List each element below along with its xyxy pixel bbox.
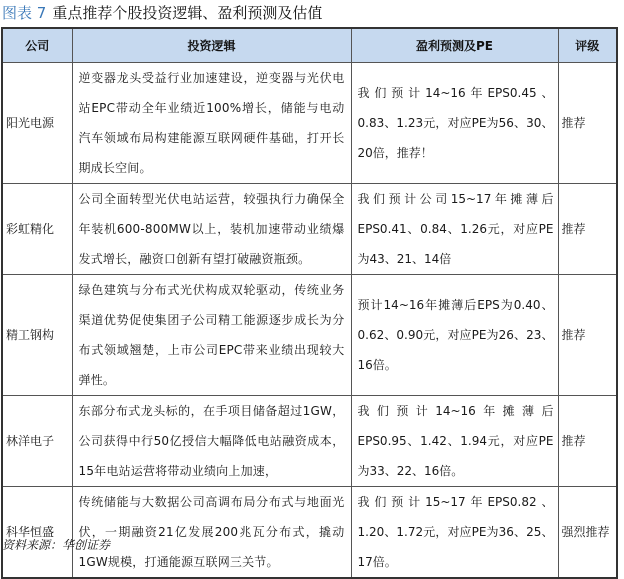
table-row — [2, 184, 617, 275]
logic-cell: 公司全面转型光伏电站运营，较强执行力确保全年装机600-800MW以上，装机加速带动业绩爆发式增长，融资口创新有望打破融资瓶颈。 — [72, 184, 351, 275]
forecast-cell: 预计14~16年摊薄后EPS为0.40、0.62、0.90元，对应PE为26、23、16倍。 — [351, 275, 558, 396]
figure-title — [2, 3, 322, 23]
table-row — [2, 396, 617, 487]
table-row — [2, 275, 617, 396]
company-cell: 阳光电源 — [2, 63, 72, 184]
logic-cell: 绿色建筑与分布式光伏构成双轮驱动，传统业务渠道优势促使集团子公司精工能源逐步成长为分布式领域翘楚，上市公司EPC带来业绩出现较大弹性。 — [72, 275, 351, 396]
header-row — [2, 28, 617, 63]
rating-cell: 推荐 — [558, 184, 617, 275]
logic-cell: 传统储能与大数据公司高调布局分布式与地面光伏，一期融资21亿发展200兆瓦分布式，撬动1GW规模，打通能源互联网三关节。 — [72, 487, 351, 579]
stock-recommendation-table — [1, 27, 618, 579]
company-cell: 精工钢构 — [2, 275, 72, 396]
figure-caption: 重点推荐个股投资逻辑、盈利预测及估值 — [52, 4, 323, 22]
forecast-cell: 我们预计15~17年EPS0.82、1.20、1.72元，对应PE为36、25、17倍。 — [351, 487, 558, 579]
forecast-cell: 我们预计14~16年EPS0.45、0.83、1.23元，对应PE为56、30、20倍，推荐！ — [351, 63, 558, 184]
company-cell: 林洋电子 — [2, 396, 72, 487]
logic-cell: 东部分布式龙头标的，在手项目储备超过1GW，公司获得中行50亿授信大幅降低电站融资成本，15年电站运营将带动业绩向上加速， — [72, 396, 351, 487]
header-logic: 投资逻辑 — [72, 28, 351, 63]
rating-cell: 推荐 — [558, 275, 617, 396]
company-cell: 科华恒盛 — [2, 487, 72, 579]
logic-cell: 逆变器龙头受益行业加速建设，逆变器与光伏电站EPC带动全年业绩近100%增长，储能与电动汽车领域布局构建能源互联网硬件基础，打开长期成长空间。 — [72, 63, 351, 184]
rating-cell: 推荐 — [558, 63, 617, 184]
header-company: 公司 — [2, 28, 72, 63]
rating-cell: 推荐 — [558, 396, 617, 487]
rating-cell: 强烈推荐 — [558, 487, 617, 579]
company-cell: 彩虹精化 — [2, 184, 72, 275]
header-rating: 评级 — [558, 28, 617, 63]
forecast-cell: 我们预计公司15~17年摊薄后EPS0.41、0.84、1.26元，对应PE为43、21、14倍 — [351, 184, 558, 275]
forecast-cell: 我们预计14~16年摊薄后EPS0.95、1.42、1.94元，对应PE为33、22、16倍。 — [351, 396, 558, 487]
table-row — [2, 487, 617, 579]
table-row — [2, 63, 617, 184]
figure-label: 图表 7 — [2, 4, 47, 22]
header-forecast: 盈利预测及PE — [351, 28, 558, 63]
source-note: 资料来源：华创证券 — [2, 538, 111, 552]
